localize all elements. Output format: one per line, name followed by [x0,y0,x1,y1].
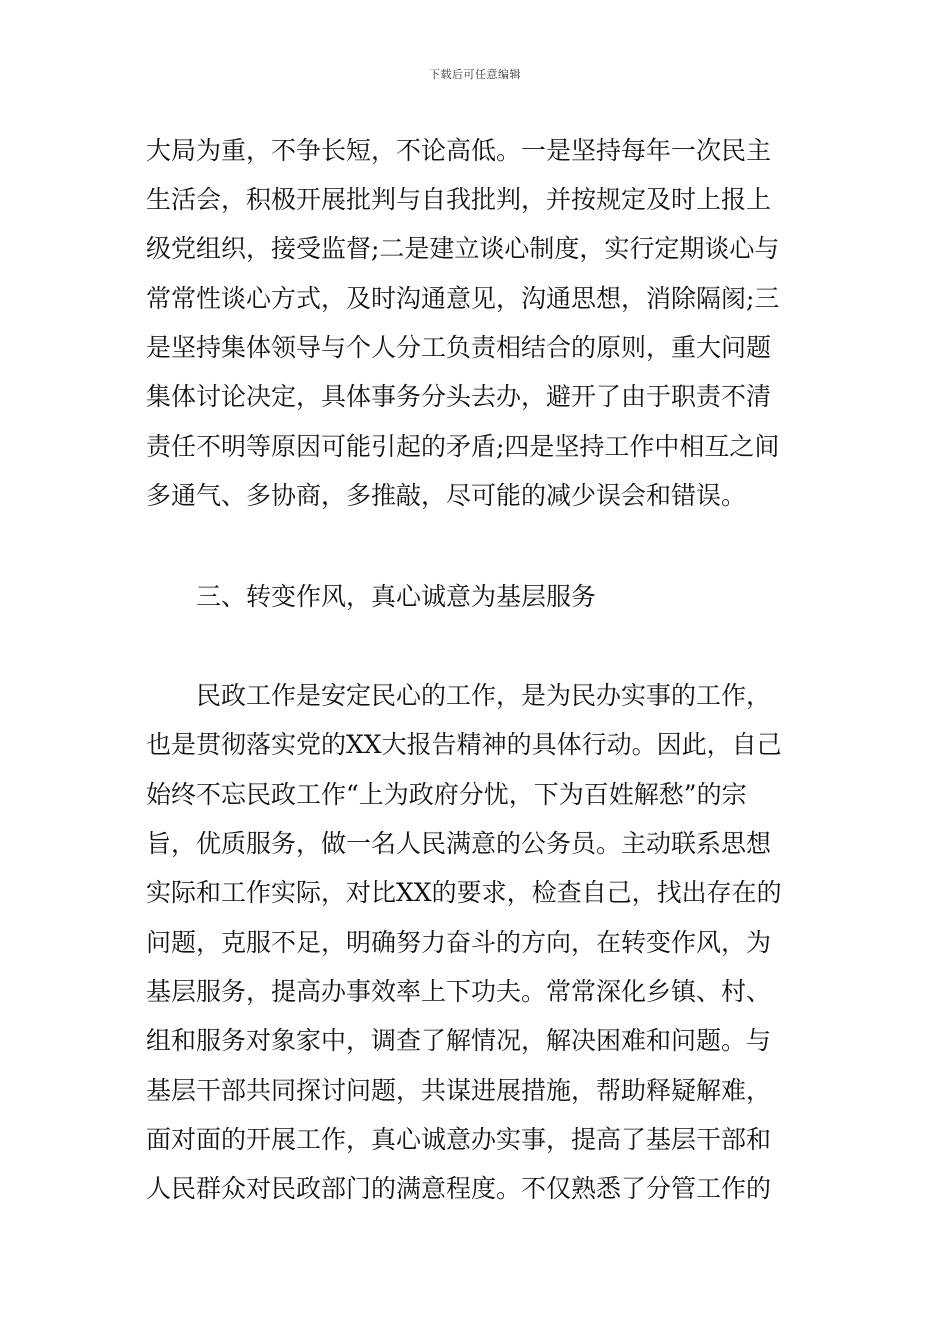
paragraph-line: 集体讨论决定，具体事务分头去办，避开了由于职责不清 [146,382,772,411]
paragraph-line: 实际和工作实际，对比XX的要求，检查自己，找出存在的 [146,878,782,907]
paragraph-line: 大局为重，不争长短，不论高低。一是坚持每年一次民主 [146,136,772,165]
paragraph-line: 始终不忘民政工作“上为政府分忧，下为百姓解愁”的宗 [146,780,747,809]
paragraph-line: 常常性谈心方式，及时沟通意见，沟通思想，消除隔阂;三 [146,284,780,313]
paragraph-line: 也是贯彻落实党的XX大报告精神的具体行动。因此，自己 [146,730,782,759]
section-heading: 三、转变作风，真心诚意为基层服务 [196,582,597,611]
paragraph-line: 级党组织，接受监督;二是建立谈心制度，实行定期谈心与 [146,234,780,263]
paragraph-line: 旨，优质服务，做一名人民满意的公务员。主动联系思想 [146,829,772,858]
paragraph-line: 基层干部共同探讨问题，共谋进展措施，帮助释疑解难， [146,1076,772,1105]
paragraph-line: 生活会，积极开展批判与自我批判，并按规定及时上报上 [146,185,772,214]
paragraph-line: 人民群众对民政部门的满意程度。不仅熟悉了分管工作的 [146,1174,772,1203]
paragraph-line: 面对面的开展工作，真心诚意办实事，提高了基层干部和 [146,1125,772,1154]
paragraph-line: 组和服务对象家中，调查了解情况，解决困难和问题。与 [146,1026,772,1055]
paragraph-line: 民政工作是安定民心的工作，是为民办实事的工作， [196,681,772,710]
paragraph-line: 问题，克服不足，明确努力奋斗的方向，在转变作风，为 [146,928,772,957]
header-note: 下载后可任意编辑 [429,68,521,81]
paragraph-line: 基层服务，提高办事效率上下功夫。常常深化乡镇、村、 [146,977,772,1006]
paragraph-line: 多通气、多协商，多推敲，尽可能的减少误会和错误。 [146,481,747,510]
paragraph-line: 是坚持集体领导与个人分工负责相结合的原则，重大问题 [146,333,772,362]
paragraph-line: 责任不明等原因可能引起的矛盾;四是坚持工作中相互之间 [146,432,780,461]
